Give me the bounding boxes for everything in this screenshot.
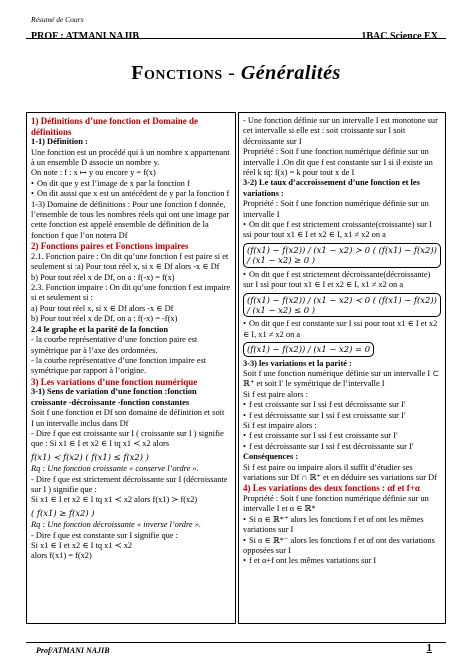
taux-formula-1-box: (f(x1) − f(x2)) / (x1 − x2) ≻ 0 ( (f(x1) − f(x2)) / (x1 − x2) ≥ 0 ): [243, 243, 441, 268]
def-3-1: 3-1) Sens de variation d’une fonction :fonction croissante -décroissante -fonction constantes: [31, 387, 197, 407]
decroissante-def-b: Si x1 ∈ I et x2 ∈ I tq x1 ≺ x2 alors f(x1) ≻ f(x2): [31, 495, 198, 505]
section-1-title: 1) Définitions d’une fonction et Domaine de définitions: [31, 116, 198, 137]
def-2-3: 2.3. Fonction impaire : On dit qu’une fonction f est impaire si et seulement si :: [31, 283, 231, 303]
def-1-1: 1-1) Définition :: [31, 137, 88, 147]
resume-label: Résumé de Cours: [31, 15, 84, 24]
croissante-formula: f(x1) ≺ f(x2) ( f(x1) ≤ f(x2) ): [31, 451, 149, 462]
alpha-negative: • Si α ∈ ℝ*⁻ alors les fonctions f et αf ont des variations opposées sur I: [243, 536, 441, 557]
remark-1: Rq : Une fonction croissante « conserve l’ordre ».: [31, 464, 199, 474]
def-2-1-b: b) Pour tout réel x de Df, on a : f(-x) = f(x): [31, 272, 175, 282]
taux-croissante: • On dit que f est strictement croissante(croissante) sur I ssi pour tout x1 ∈ I et x2 ∈ I, x1 ≠ x2 on a: [243, 220, 441, 241]
left-column: [26, 112, 236, 624]
def-1-1-text: Une fonction est un procédé qui à un nombre x appartenant à un ensemble D associe un nombre y.: [31, 147, 230, 167]
right-column: [238, 112, 446, 624]
taux-property: Propriété : Soit f une fonction numérique définie sur un intervalle I: [243, 199, 429, 219]
section-4-title: 4) Les variations des deux fonctions : αf et f+α: [243, 483, 420, 494]
page: [20, 10, 452, 660]
monotone-text: - Une fonction définie sur un intervalle I est monotone sur cet intervalle si elle est : soit croissante sur I soit décroissante sur I: [243, 116, 438, 146]
paire-1: • f est croissante sur I ssi f est décroissante sur I′: [243, 400, 441, 410]
decroissante-formula: ( f(x1) ≥ f(x2) ): [31, 507, 95, 518]
title-main: Fonctions: [131, 62, 223, 84]
taux-decroissante: • On dit que f est strictement décroissante(décroissante) sur I ssi pour tout x1 ∈ I et x2 ∈ I, x1 ≠ x2 on a: [243, 270, 441, 291]
consequences-text: Si f est paire ou impaire alors il suffit d’étudier ses variations sur Df ∩ ℝ⁺ et en déduire ses variations sur Df: [243, 462, 437, 482]
title-dash: -: [222, 62, 241, 84]
def-2-1: 2.1. Fonction paire : On dit qu’une fonction f est paire si et seulement si :a) Pour tout réel x, si x ∈ Df alors -x ∈ Df: [31, 251, 229, 272]
def-2-4-a: - la courbe représentative d’une fonction paire est symétrique par à l’axe des ordonnées.: [31, 335, 198, 355]
def-3-1-text-2: I un intervalle inclus dans Df: [31, 418, 129, 428]
footer-author: Prof/ATMANI NAJIB: [36, 646, 110, 655]
constante-def-b: Si x1 ∈ I et x2 ∈ I tq x1 ≺ x2: [31, 541, 133, 550]
def-2-4: 2.4 le graphe et la parité de la fonction: [31, 324, 169, 334]
section-3-title: 3) Les variations d’une fonction numérique: [31, 376, 198, 387]
def-1-1-bullet-1: • On dit que y est l’image de x par la fonction f: [31, 179, 231, 189]
def-1-1-note: On note : f : x ↦ y ou encore y = f(x): [31, 168, 156, 178]
impaire-1: • f est croissante sur I ssi f est croissante sur I′: [243, 431, 441, 441]
impaire-2: • f est décroissante sur I ssi f est décroissante sur I′: [243, 442, 441, 452]
taux-formula-1: [243, 243, 441, 268]
impaire-intro: Si f est impaire alors :: [243, 420, 317, 430]
decroissante-def: - Dire f que est strictement décroissante sur I (décroissante sur I ) signifie que :: [31, 474, 228, 494]
taux-formula-2-box: (f(x1) − f(x2)) / (x1 − x2) ≺ 0 ( (f(x1) − f(x2)) / (x1 − x2) ≤ 0 ): [243, 293, 441, 318]
paire-intro: Si f est paire alors :: [243, 389, 308, 399]
def-2-3-a: a) Pour tout réel x, si x ∈ Df alors -x ∈ Df: [31, 303, 174, 313]
taux-formula-2: [243, 293, 441, 318]
taux-formula-3: [243, 342, 441, 356]
parite-text: Soit f une fonction numérique définie sur un intervalle I ⊂ ℝ⁺ et soit I′ le symétrique de l’intervalle I: [243, 368, 440, 389]
def-1-1-bullet-2: • On dit aussi que x est un antécédent de y par la fonction f: [31, 189, 231, 199]
taux-constante: • On dit que f est constante sur I ssi pour tout x1 ∈ I et x2 ∈ I, x1 ≠ x2 on a: [243, 319, 441, 340]
constante-def-c: alors f(x1) = f(x2): [31, 551, 92, 561]
title-sub: Généralités: [240, 62, 341, 84]
constante-property: Propriété : Soit f une fonction numérique définie sur un intervalle I .On dit que f est constante sur I si il existe un réel k tq: f(x) = k pour tout x de I: [243, 147, 433, 178]
def-3-1-text: Soit f une fonction et Df son domaine de définition et soit: [31, 408, 225, 418]
class-label: 1BAC Science EX: [361, 31, 438, 42]
section-2-title: 2) Fonctions paires et Fonctions impaires: [31, 241, 189, 252]
header-divider: [26, 38, 446, 39]
def-1-3: 1-3) Domaine de définitions : Pour une fonction f donnée, l’ensemble de tous les nombres réels qui ont une image par cette fonction est appelé ensemble de définition de la fonction f que l’on notera Df: [31, 199, 230, 240]
taux-formula-3-box: (f(x1) − f(x2)) / (x1 − x2) = 0: [243, 342, 374, 356]
constante-def: - Dire f que est constante sur I signifie que :: [31, 530, 178, 540]
consequences-title: Conséquences :: [243, 452, 299, 462]
alpha-property: Propriété : Soit f une fonction numérique définie sur un intervalle I et α ∈ ℝ*: [243, 494, 429, 514]
title-box: [26, 62, 446, 104]
croissante-def: - Dire f que est croissante sur I ( croissante sur I ) signifie que : Si x1 ∈ I et x2 ∈ I tq x1 ≺ x2 alors: [31, 428, 224, 449]
section-3-3-title: 3-3) les variations et la parité :: [243, 358, 352, 368]
section-3-2-title: 3-2) Le taux d’accroissement d’une fonction et les variations :: [243, 178, 420, 198]
def-2-4-b: - la courbe représentative d’une fonction impaire est symétrique par rapport à l’origine.: [31, 355, 207, 376]
footer-divider: [26, 642, 446, 643]
alpha-positive: • Si α ∈ ℝ*⁺ alors les fonctions f et αf ont les mêmes variations sur I: [243, 515, 441, 536]
def-2-3-b: b) Pour tout réel x de Df, on a : f(-x) = -f(x): [31, 314, 178, 324]
page-title: [26, 62, 446, 85]
paire-2: • f est décroissante sur I ssi f est croissante sur I′: [243, 411, 441, 421]
prof-name: PROF : ATMANI NAJIB: [31, 31, 140, 42]
alpha-sum: • f et α+f ont les mêmes variations sur I: [243, 556, 441, 566]
remark-2: Rq : Une fonction décroissante « inverse l’ordre ».: [31, 520, 202, 530]
page-number: 1: [426, 642, 432, 654]
